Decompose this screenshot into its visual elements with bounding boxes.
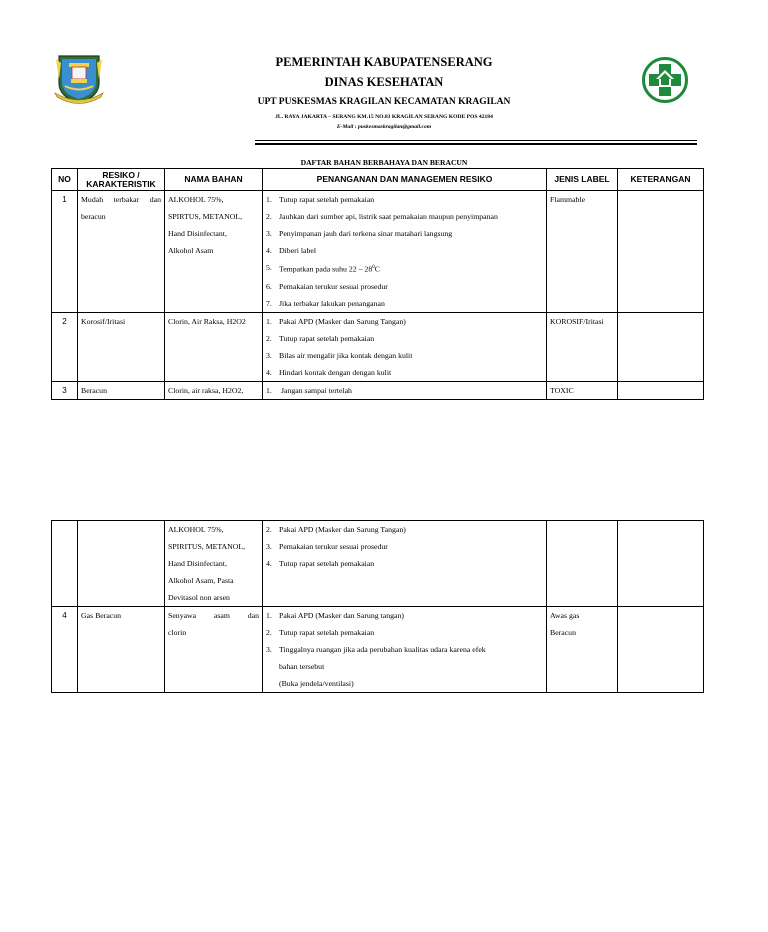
nama-line: clorin bbox=[168, 628, 187, 637]
row-penanganan bbox=[263, 381, 547, 399]
list-item: 5. Tempatkan pada suhu $22 - 28^0C$ bbox=[266, 263, 380, 274]
col-header-jenis-label: JENIS LABEL bbox=[547, 169, 618, 191]
table-row bbox=[52, 521, 704, 607]
list-item: (Buka jendela/ventilasi) bbox=[279, 679, 354, 688]
nama-line: ALKOHOL 75%, bbox=[168, 195, 224, 204]
col-header-nama-bahan: NAMA BAHAN bbox=[165, 169, 263, 191]
list-item: 7. Jika terbakar lakukan penanganan bbox=[266, 298, 385, 308]
hazard-table-page1 bbox=[51, 168, 704, 400]
table-header-row bbox=[52, 169, 704, 191]
row-jenis-label: KOROSIF/Iritasi bbox=[547, 312, 618, 381]
list-item: 4. Tutup rapat setelah pemakaian bbox=[266, 559, 375, 568]
document-title: DAFTAR BAHAN BERBAHAYA DAN BERACUN bbox=[300, 158, 468, 167]
header-rule-thick bbox=[255, 143, 697, 145]
col-header-penanganan: PENANGANAN DAN MANAGEMEN RESIKO bbox=[263, 169, 547, 191]
row-keterangan bbox=[618, 381, 704, 399]
row-no: 3 bbox=[52, 381, 78, 399]
list-item: 2. Jauhkan dari sumber api, listrik saat pemakaian maupun penyimpanan bbox=[266, 212, 498, 221]
header-rule-thin bbox=[255, 140, 697, 141]
nama-line: Hand Disinfectant, bbox=[168, 229, 227, 238]
header-email: E-Mail : puskesmaskragilan@gmail.com bbox=[336, 124, 432, 130]
row-no: 1 bbox=[52, 191, 78, 313]
row-penanganan bbox=[263, 312, 547, 381]
row-jenis-label: TOXIC bbox=[547, 381, 618, 399]
nama-line: SPIRTUS, METANOL, bbox=[168, 212, 243, 221]
list-item: 3. Tinggalnya ruangan jika ada perubahan kualitas udara karena efek bbox=[266, 645, 486, 654]
row-nama-bahan: Clorin, air raksa, H2O2, bbox=[165, 381, 263, 399]
col-header-no: NO bbox=[52, 169, 78, 191]
header-department: DINAS KESEHATAN bbox=[324, 75, 444, 89]
header-unit: UPT PUSKESMAS KRAGILAN KECAMATAN KRAGILAN bbox=[257, 97, 511, 107]
list-item: 3. Penyimpanan jauh dari terkena sinar matahari langsung bbox=[266, 229, 453, 238]
row-nama-bahan bbox=[165, 521, 263, 607]
header-government: PEMERINTAH KABUPATENSERANG bbox=[275, 55, 493, 69]
row-keterangan bbox=[618, 191, 704, 313]
row-penanganan bbox=[263, 521, 547, 607]
nama-line: Alkohol Asam, Pasta bbox=[168, 576, 234, 585]
table-row bbox=[52, 381, 704, 399]
label-line: Beracun bbox=[550, 628, 576, 637]
row-no bbox=[52, 521, 78, 607]
nama-line: ALKOHOL 75%, bbox=[168, 525, 224, 534]
row-nama-bahan: Clorin, Air Raksa, H2O2 bbox=[165, 312, 263, 381]
table-row bbox=[52, 191, 704, 313]
list-item: 3. Bilas air mengalir jika kontak dengan kulit bbox=[266, 350, 413, 360]
row-no: 4 bbox=[52, 607, 78, 693]
nama-line: Alkohol Asam bbox=[168, 246, 214, 255]
row-resiko bbox=[78, 521, 165, 607]
list-item: 1. Jangan sampai tertelah bbox=[266, 385, 352, 395]
row-penanganan bbox=[263, 607, 547, 693]
row-resiko bbox=[78, 191, 165, 313]
row-jenis-label bbox=[547, 521, 618, 607]
row-resiko: Gas Beracun bbox=[78, 607, 165, 693]
list-item: 2. Tutup rapat setelah pemakaian bbox=[266, 628, 375, 637]
list-item: 1. Pakai APD (Masker dan Sarung Tangan) bbox=[266, 316, 406, 326]
row-no: 2 bbox=[52, 312, 78, 381]
list-item: 2. Pakai APD (Masker dan Sarung Tangan) bbox=[266, 525, 406, 534]
nama-line: Senyawa asam dan bbox=[168, 611, 259, 620]
nama-line: SPIRITUS, METANOL, bbox=[168, 542, 246, 551]
list-item: 4. Diberi label bbox=[266, 246, 317, 255]
label-line: Awas gas bbox=[550, 611, 580, 620]
col-header-keterangan: KETERANGAN bbox=[618, 169, 704, 191]
row-nama-bahan bbox=[165, 191, 263, 313]
row-resiko-line: beracun bbox=[81, 212, 106, 221]
list-item: 6. Pemakaian terukur sesuai prosedur bbox=[266, 281, 388, 291]
list-item: 4. Hindari kontak dengan dengan kulit bbox=[266, 367, 392, 377]
list-item: 3. Pemakaian terukur sesuai prosedur bbox=[266, 542, 388, 551]
list-item: 2. Tutup rapat setelah pemakaian bbox=[266, 333, 375, 343]
row-resiko: Beracun bbox=[78, 381, 165, 399]
header-address: JL. RAYA JAKARTA – SERANG KM.15 NO.83 KRAGILAN SERANG KODE POS 42184 bbox=[275, 114, 493, 120]
col-header-resiko: RESIKO / KARAKTERISTIK bbox=[78, 169, 165, 191]
list-item: 1. Pakai APD (Masker dan Sarung tangan) bbox=[266, 611, 404, 620]
row-keterangan bbox=[618, 312, 704, 381]
row-jenis-label bbox=[547, 607, 618, 693]
row-keterangan bbox=[618, 607, 704, 693]
table-row bbox=[52, 607, 704, 693]
nama-line: Devitasol non arsen bbox=[168, 593, 230, 602]
hazard-table-page2 bbox=[51, 520, 704, 693]
row-resiko-line: Mudah terbakar dan bbox=[81, 195, 161, 204]
row-penanganan bbox=[263, 191, 547, 313]
list-item: bahan tersebut bbox=[279, 662, 325, 671]
list-item: 1. Tutup rapat setelah pemakaian bbox=[266, 195, 375, 204]
row-nama-bahan bbox=[165, 607, 263, 693]
nama-line: Hand Disinfectant, bbox=[168, 559, 227, 568]
row-jenis-label: Flammable bbox=[547, 191, 618, 313]
table-row bbox=[52, 312, 704, 381]
row-keterangan bbox=[618, 521, 704, 607]
row-resiko: Korosif/Iritasi bbox=[78, 312, 165, 381]
